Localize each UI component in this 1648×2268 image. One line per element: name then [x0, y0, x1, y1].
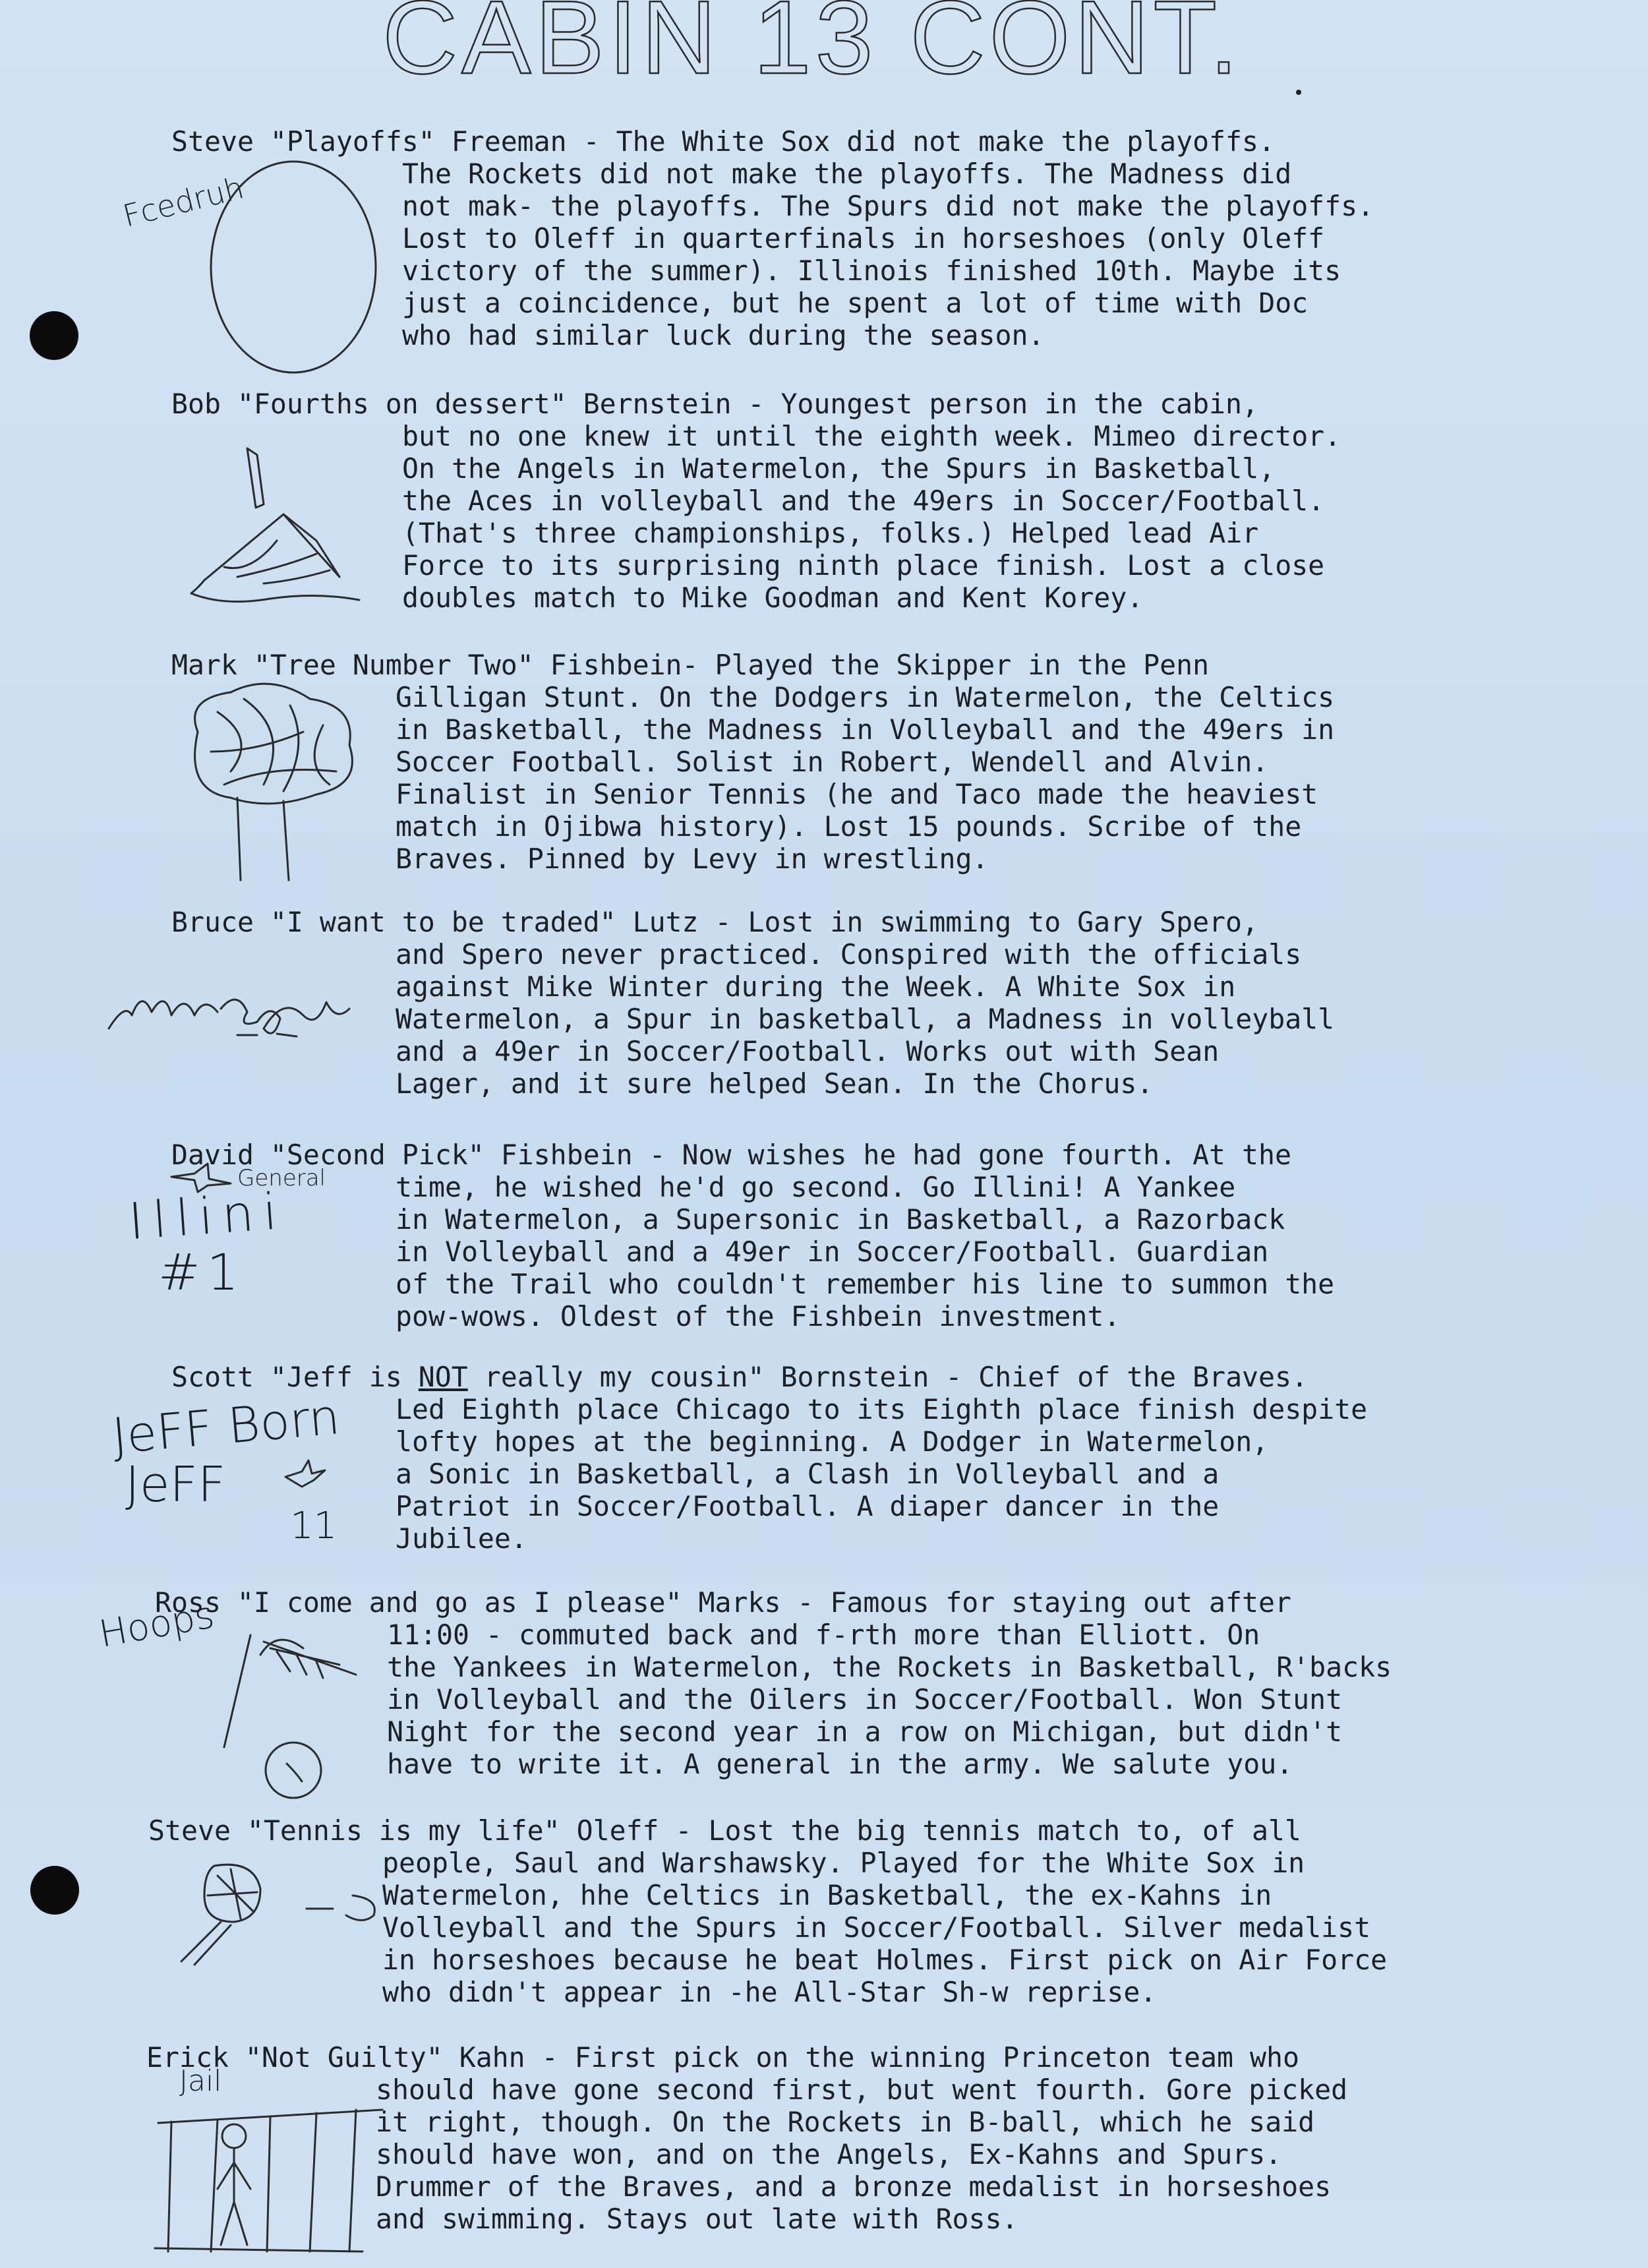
- entry-line: time, he wished he'd go second. Go Illini! A Yankee: [396, 1171, 1236, 1203]
- entry-line: lofty hopes at the beginning. A Dodger in Watermelon,: [396, 1425, 1269, 1458]
- entry-line: Watermelon, a Spur in basketball, a Madness in volleyball: [396, 1003, 1335, 1035]
- entry-line: Ross "I come and go as I please" Marks - Famous for staying out after: [155, 1586, 1291, 1619]
- entry-line: and swimming. Stays out late with Ross.: [376, 2203, 1018, 2235]
- entry-line: Finalist in Senior Tennis (he and Taco made the heaviest: [396, 778, 1318, 810]
- sketch-label: Fcedruh: [119, 169, 248, 234]
- binder-hole-top: [30, 311, 78, 360]
- entry-line: doubles match to Mike Goodman and Kent Korey.: [402, 582, 1144, 614]
- entry-line: Jubilee.: [396, 1522, 527, 1555]
- entry-line: match in Ojibwa history). Lost 15 pounds. Scribe of the: [396, 810, 1302, 843]
- entry-line: [171, 1361, 1308, 1393]
- entry-line: a Sonic in Basketball, a Clash in Volleyball and a: [396, 1458, 1220, 1490]
- entry-line: Force to its surprising ninth place finish. Lost a close: [402, 549, 1325, 582]
- sketch-text: Illini: [127, 1181, 288, 1251]
- entry-line: (That's three championships, folks.) Helped lead Air: [402, 517, 1259, 549]
- cake-with-fork-doodle: [185, 442, 369, 613]
- entry-line: Steve "Playoffs" Freeman - The White Sox did not make the playoffs.: [171, 125, 1276, 158]
- line-text: Scott "Jeff is: [171, 1361, 419, 1393]
- entry-line: but no one knew it until the eighth week. Mimeo director.: [402, 420, 1341, 452]
- entry-line: it right, though. On the Rockets in B-ball, which he said: [376, 2106, 1315, 2138]
- entry-line: have to write it. A general in the army. We salute you.: [387, 1748, 1293, 1780]
- entry-line: Bruce "I want to be traded" Lutz - Lost in swimming to Gary Spero,: [171, 906, 1259, 938]
- entry-line: Gilligan Stunt. On the Dodgers in Watermelon, the Celtics: [396, 681, 1335, 713]
- entry-line: people, Saul and Warshawsky. Played for the White Sox in: [382, 1847, 1305, 1879]
- entry-line: Lost to Oleff in quarterfinals in horseshoes (only Oleff: [402, 222, 1325, 254]
- entry-line: On the Angels in Watermelon, the Spurs in Basketball,: [402, 452, 1276, 485]
- entry-line: in horseshoes because he beat Holmes. First pick on Air Force: [382, 1944, 1388, 1976]
- entry-line: in Watermelon, a Supersonic in Basketball, a Razorback: [396, 1203, 1285, 1236]
- entry-line: Bob "Fourths on dessert" Bernstein - Youngest person in the cabin,: [171, 388, 1259, 420]
- entry-line: and a 49er in Soccer/Football. Works out with Sean: [396, 1035, 1220, 1067]
- binder-hole-bottom: [30, 1866, 79, 1915]
- entry-line: should have won, and on the Angels, Ex-Kahns and Spurs.: [376, 2138, 1282, 2170]
- sketch-text: 11: [290, 1505, 338, 1547]
- entry-line: not mak- the playoffs. The Spurs did not make the playoffs.: [402, 190, 1374, 222]
- entry-line: Soccer Football. Solist in Robert, Wendell and Alvin.: [396, 746, 1269, 778]
- entry-line: should have gone second first, but went fourth. Gore picked: [376, 2074, 1348, 2106]
- tree-doodle: [158, 672, 382, 890]
- page-title: CABIN 13 CONT.: [382, 0, 1243, 96]
- line-text: really my cousin" Bornstein - Chief of the Braves.: [467, 1361, 1308, 1393]
- sketch-label: Hoops: [96, 1594, 218, 1656]
- entry-line: in Basketball, the Madness in Volleyball and the 49ers in: [396, 713, 1335, 746]
- entry-line: the Aces in volleyball and the 49ers in Soccer/Football.: [402, 485, 1325, 517]
- basketball-hoop-doodle: [198, 1615, 369, 1806]
- entry-line: in Volleyball and the Oilers in Soccer/Football. Won Stunt: [387, 1683, 1343, 1716]
- entry-line: and Spero never practiced. Conspired with the officials: [396, 938, 1302, 970]
- sketch-text: JeFF: [125, 1456, 226, 1513]
- entry-line: The Rockets did not make the playoffs. The Madness did: [402, 158, 1292, 190]
- tennis-racket-doodle: [168, 1859, 386, 1965]
- entry-line: Erick "Not Guilty" Kahn - First pick on the winning Princeton team who: [146, 2041, 1299, 2074]
- entry-line: Night for the second year in a row on Michigan, but didn't: [387, 1716, 1343, 1748]
- sketch-label: General: [237, 1165, 326, 1191]
- entry-line: 11:00 - commuted back and f-rth more than Elliott. On: [387, 1619, 1260, 1651]
- oval-doodle: [198, 158, 396, 382]
- entry-line: Braves. Pinned by Levy in wrestling.: [396, 843, 989, 875]
- entry-line: David "Second Pick" Fishbein - Now wishes he had gone fourth. At the: [171, 1139, 1291, 1171]
- entry-line: Watermelon, hhe Celtics in Basketball, the ex-Kahns in: [382, 1879, 1272, 1911]
- sketch-text: #1: [158, 1243, 246, 1301]
- star-doodle: [282, 1457, 328, 1490]
- sketch-label: Jail: [179, 2064, 222, 2098]
- entry-line: the Yankees in Watermelon, the Rockets in Basketball, R'backs: [387, 1651, 1392, 1683]
- entry-line: of the Trail who couldn't remember his line to summon the: [396, 1268, 1335, 1300]
- entry-line: victory of the summer). Illinois finished 10th. Maybe its: [402, 254, 1341, 287]
- entry-line: Mark "Tree Number Two" Fishbein- Played the Skipper in the Penn: [171, 649, 1210, 681]
- entry-line: Led Eighth place Chicago to its Eighth place finish despite: [396, 1393, 1368, 1425]
- entry-line: Drummer of the Braves, and a bronze medalist in horseshoes: [376, 2170, 1332, 2203]
- entry-line: Steve "Tennis is my life" Oleff - Lost the big tennis match to, of all: [148, 1814, 1301, 1847]
- entry-line: Patriot in Soccer/Football. A diaper dancer in the: [396, 1490, 1220, 1522]
- entry-line: pow-wows. Oldest of the Fishbein investment.: [396, 1300, 1121, 1332]
- entry-line: Volleyball and the Spurs in Soccer/Football. Silver medalist: [382, 1911, 1371, 1944]
- underlined-text: NOT: [418, 1361, 468, 1393]
- entry-line: Lager, and it sure helped Sean. In the Chorus.: [396, 1067, 1154, 1100]
- scribble-doodle: [105, 976, 382, 1055]
- sketch-text: JeFF Born: [109, 1388, 342, 1465]
- entry-line: against Mike Winter during the Week. A White Sox in: [396, 970, 1236, 1003]
- entry-line: in Volleyball and a 49er in Soccer/Football. Guardian: [396, 1236, 1269, 1268]
- jail-doodle: [145, 2097, 396, 2255]
- entry-line: just a coincidence, but he spent a lot of time with Doc: [402, 287, 1309, 319]
- entry-line: who didn't appear in -he All-Star Sh-w reprise.: [382, 1976, 1157, 2008]
- entry-line: who had similar luck during the season.: [402, 319, 1045, 351]
- title-period-dot: [1296, 90, 1301, 95]
